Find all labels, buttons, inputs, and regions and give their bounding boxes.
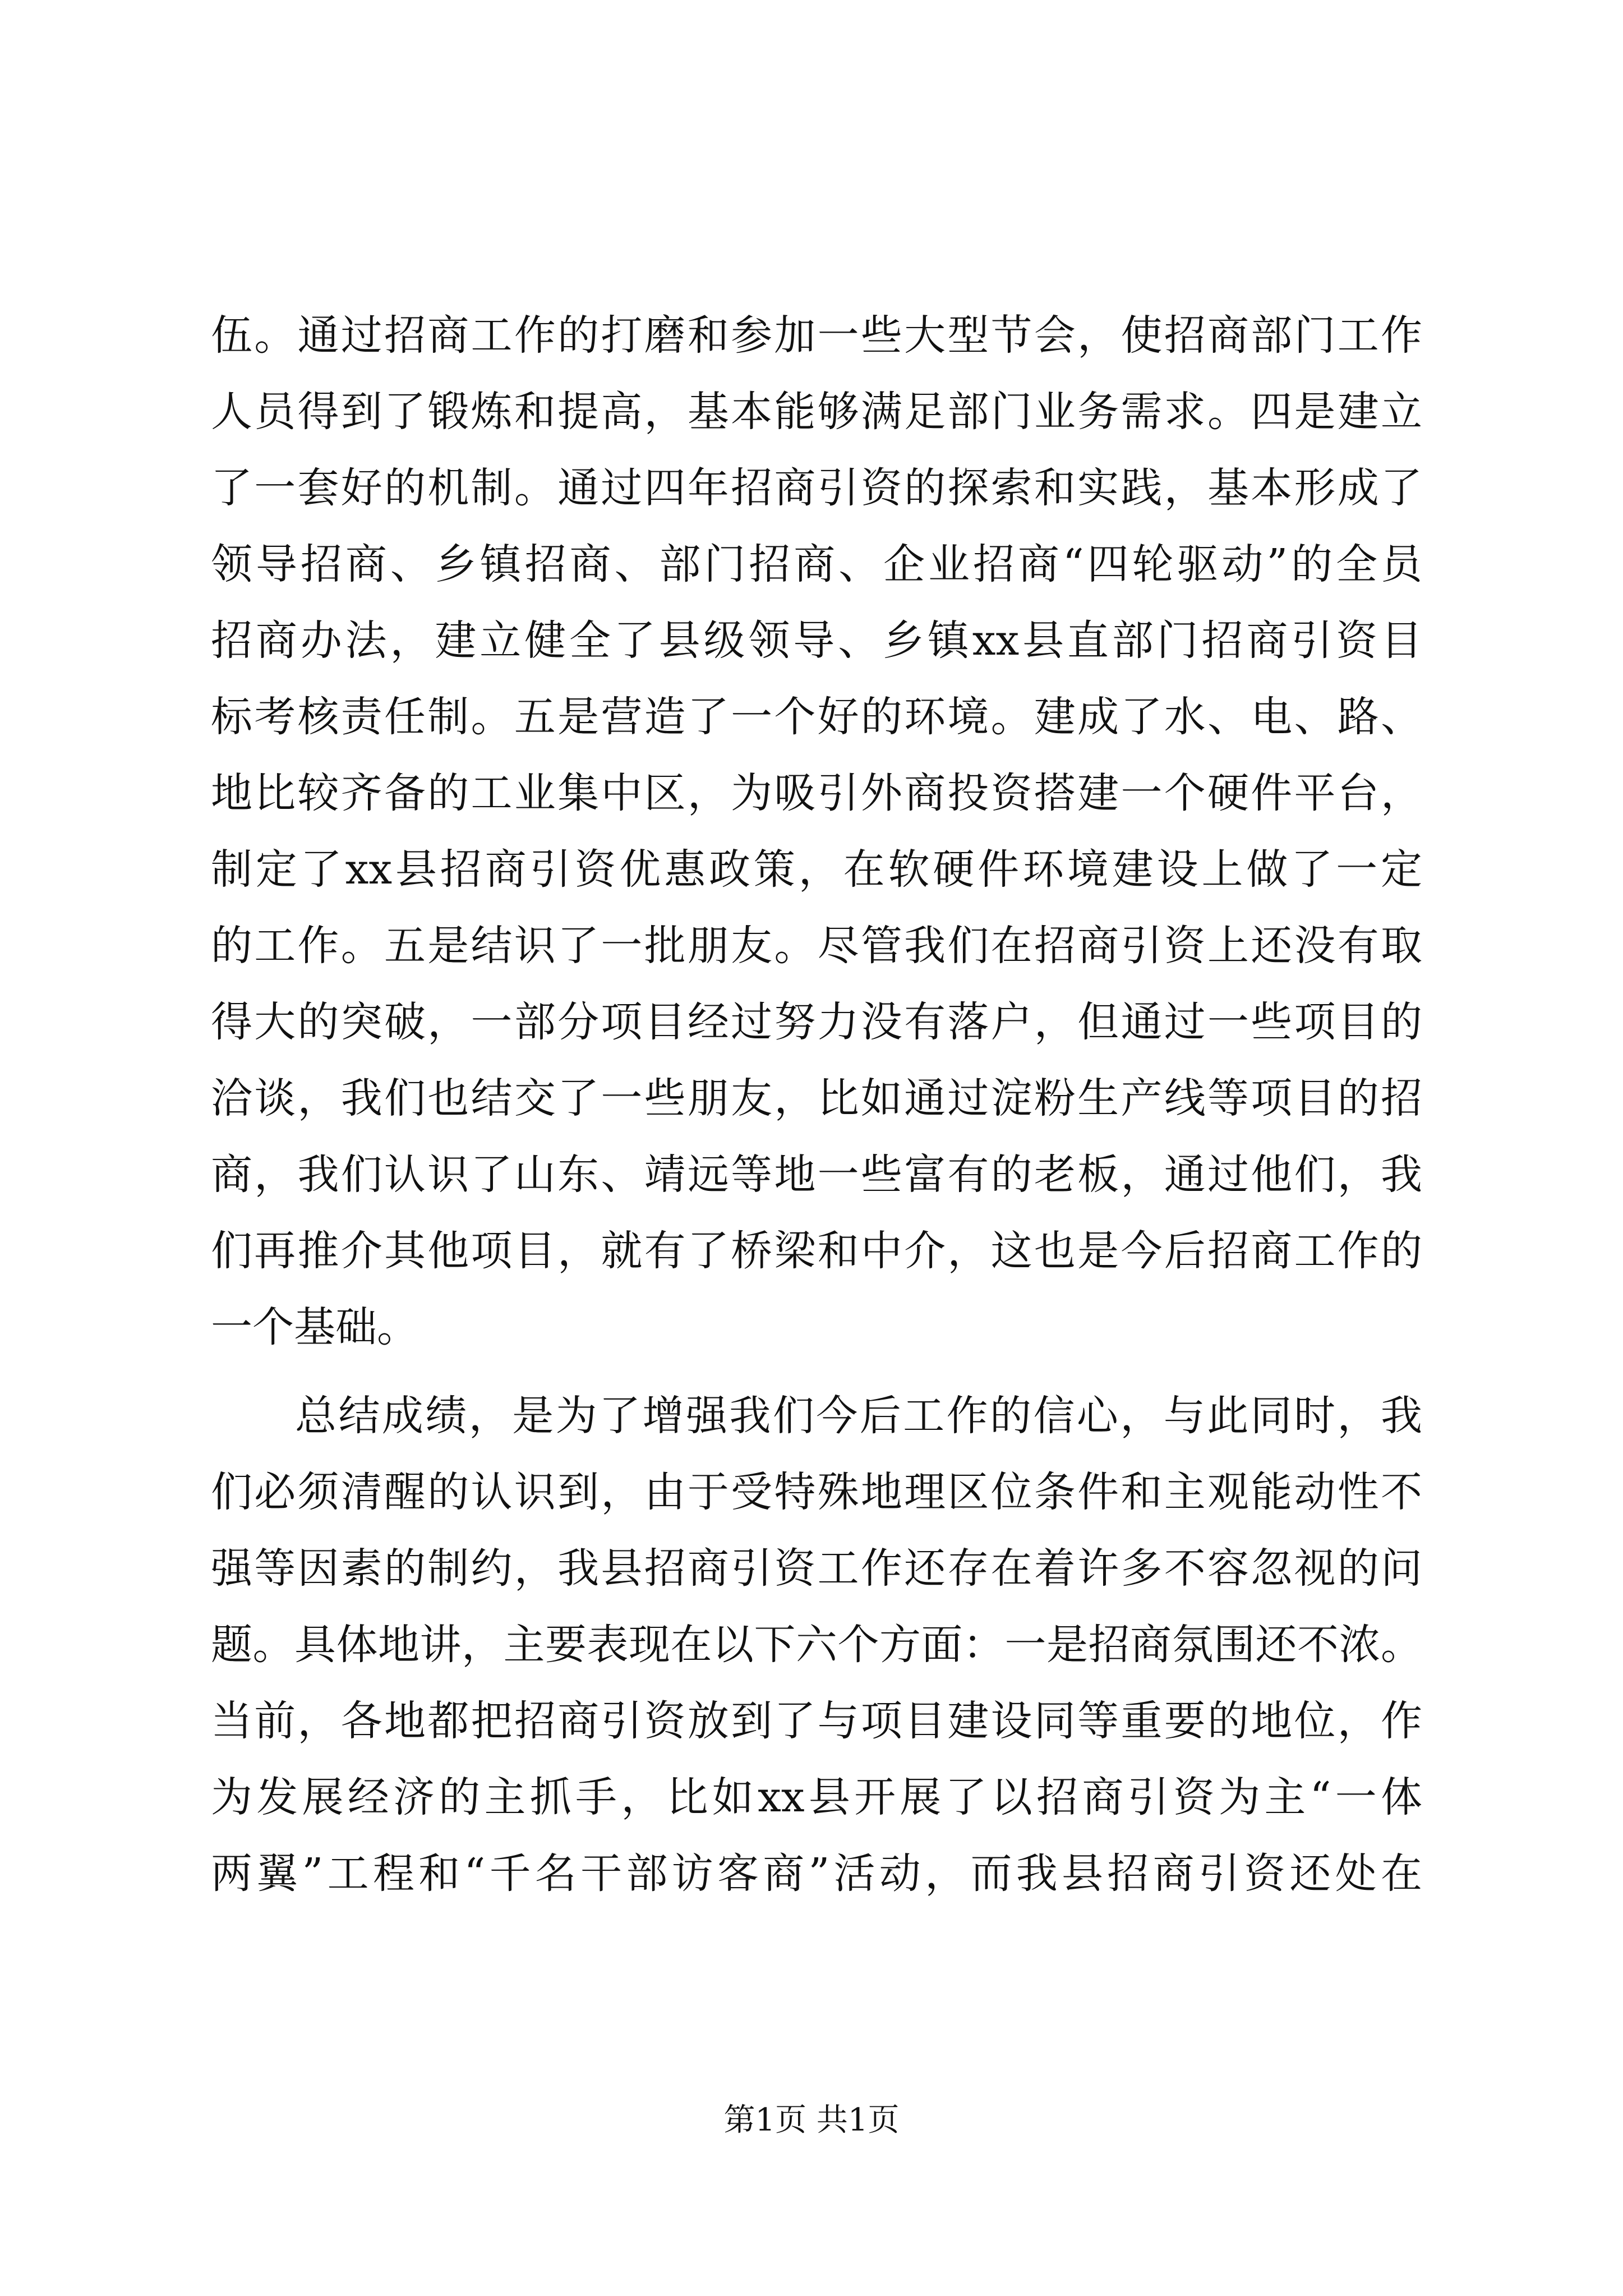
paragraph-gap — [211, 1365, 1422, 1378]
text-line: 的工作。五是结识了一批朋友。尽管我们在招商引资上还没有取 — [211, 922, 1422, 970]
page-footer — [0, 2101, 1623, 2140]
text-line: 标考核责任制。五是营造了一个好的环境。建成了水、电、路、 — [211, 693, 1422, 741]
text-line: 地比较齐备的工业集中区，为吸引外商投资搭建一个硬件平台， — [211, 769, 1422, 817]
text-line: 两翼”工程和“千名干部访客商”活动，而我县招商引资还处在 — [211, 1849, 1422, 1898]
text-line: 们必须清醒的认识到，由于受特殊地理区位条件和主观能动性不 — [211, 1468, 1422, 1516]
text-line: 一个基础。 — [211, 1303, 418, 1351]
text-line: 人员得到了锻炼和提高，基本能够满足部门业务需求。四是建立 — [211, 388, 1422, 436]
text-line: 强等因素的制约，我县招商引资工作还存在着许多不容忽视的问 — [211, 1544, 1422, 1593]
text-line: 们再推介其他项目，就有了桥梁和中介，这也是今后招商工作的 — [211, 1227, 1422, 1275]
text-line: 了一套好的机制。通过四年招商引资的探索和实践，基本形成了 — [211, 464, 1422, 512]
text-line: 招商办法，建立健全了县级领导、乡镇xx县直部门招商引资目 — [211, 616, 1422, 665]
document-body — [211, 297, 1422, 1912]
text-line: 总结成绩，是为了增强我们今后工作的信心，与此同时，我 — [295, 1392, 1422, 1440]
text-line: 领导招商、乡镇招商、部门招商、企业招商“四轮驱动”的全员 — [211, 540, 1422, 588]
page-number-label: 第1页 共1页 — [723, 2102, 900, 2138]
text-line: 商，我们认识了山东、靖远等地一些富有的老板，通过他们，我 — [211, 1151, 1422, 1199]
text-line: 当前，各地都把招商引资放到了与项目建设同等重要的地位，作 — [211, 1697, 1422, 1745]
text-line: 得大的突破，一部分项目经过努力没有落户，但通过一些项目的 — [211, 998, 1422, 1046]
paragraph-1 — [211, 297, 1422, 1365]
text-line: 制定了xx县招商引资优惠政策，在软硬件环境建设上做了一定 — [211, 845, 1422, 894]
paragraph-2 — [211, 1378, 1422, 1912]
text-line: 伍。通过招商工作的打磨和参加一些大型节会，使招商部门工作 — [211, 311, 1422, 360]
text-line: 为发展经济的主抓手，比如xx县开展了以招商引资为主“一体 — [211, 1773, 1422, 1821]
text-line: 题。具体地讲，主要表现在以下六个方面：一是招商氛围还不浓。 — [211, 1621, 1422, 1669]
text-line: 洽谈，我们也结交了一些朋友，比如通过淀粉生产线等项目的招 — [211, 1074, 1422, 1122]
